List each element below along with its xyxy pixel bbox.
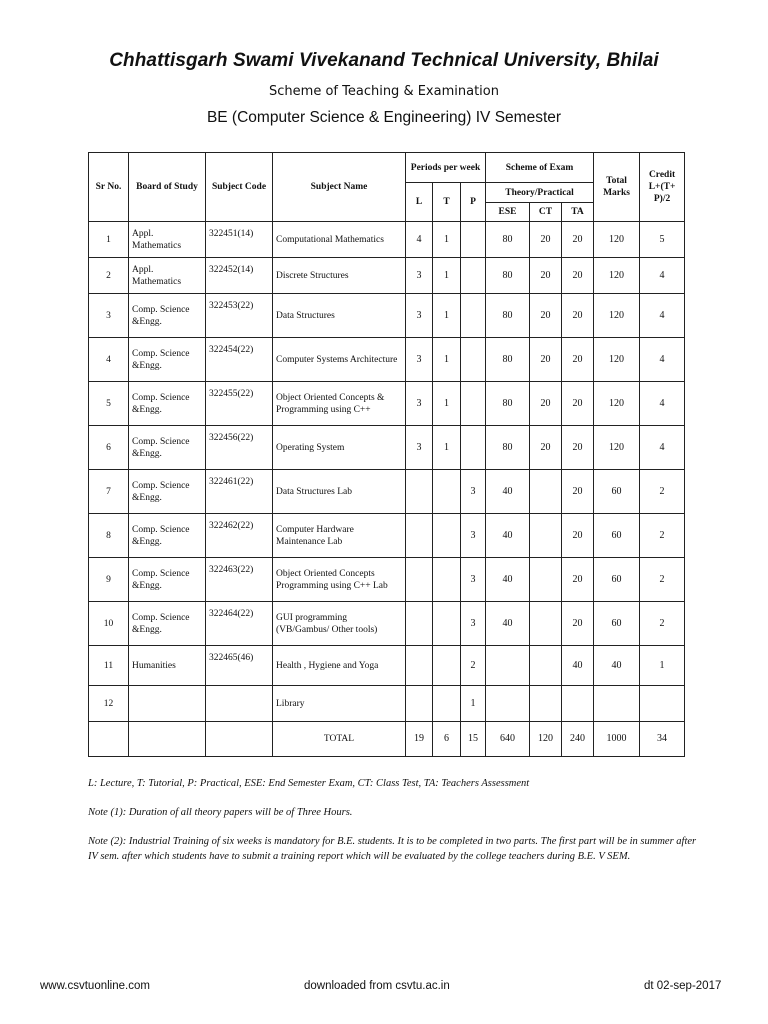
cell-total: 60: [594, 602, 640, 646]
header-ese: ESE: [486, 203, 530, 222]
cell-l: [406, 646, 433, 686]
cell-ese: 80: [486, 294, 530, 338]
cell-credit: 2: [640, 470, 685, 514]
cell-ta: 20: [562, 426, 594, 470]
cell-board: Comp. Science &Engg.: [129, 558, 206, 602]
cell-p: [461, 222, 486, 258]
cell-ta: [562, 686, 594, 722]
total-t: 6: [433, 722, 461, 757]
cell-sr: 4: [89, 338, 129, 382]
cell-credit: 4: [640, 258, 685, 294]
cell-t: [433, 470, 461, 514]
cell-l: 3: [406, 338, 433, 382]
cell-t: [433, 646, 461, 686]
cell-ese: 40: [486, 602, 530, 646]
cell-ct: 20: [530, 222, 562, 258]
scheme-table: [88, 152, 685, 757]
cell-credit: 2: [640, 602, 685, 646]
total-label: TOTAL: [273, 722, 406, 757]
table-row: [89, 258, 685, 294]
cell-ct: 20: [530, 338, 562, 382]
header-theory-practical: Theory/Practical: [486, 183, 594, 203]
cell-ct: [530, 602, 562, 646]
cell-total: 120: [594, 294, 640, 338]
total-ta: 240: [562, 722, 594, 757]
header-p: P: [461, 183, 486, 222]
header-t: T: [433, 183, 461, 222]
cell-code: 322456(22): [206, 426, 273, 470]
cell-ta: 20: [562, 602, 594, 646]
header-sr-no: Sr No.: [89, 153, 129, 222]
cell-subject-name: Discrete Structures: [273, 258, 406, 294]
cell-total: 120: [594, 426, 640, 470]
program-title: BE (Computer Science & Engineering) IV Semester: [206, 109, 562, 126]
cell-ese: [486, 686, 530, 722]
cell-ta: 20: [562, 258, 594, 294]
total-p: 15: [461, 722, 486, 757]
cell-ct: 20: [530, 426, 562, 470]
cell-t: 1: [433, 258, 461, 294]
cell-ct: 20: [530, 258, 562, 294]
note-1: Note (1): Duration of all theory papers will be of Three Hours.: [88, 807, 353, 818]
footer-date: dt 02-sep-2017: [644, 980, 722, 992]
cell-code: 322455(22): [206, 382, 273, 426]
cell-ct: [530, 514, 562, 558]
cell-p: [461, 426, 486, 470]
cell-board: [129, 686, 206, 722]
cell-ct: [530, 558, 562, 602]
cell-credit: 4: [640, 294, 685, 338]
cell-l: [406, 602, 433, 646]
cell-board: Comp. Science &Engg.: [129, 338, 206, 382]
cell-code: 322465(46): [206, 646, 273, 686]
cell-p: [461, 382, 486, 426]
cell-ta: 20: [562, 222, 594, 258]
cell-sr: 11: [89, 646, 129, 686]
cell-t: [433, 558, 461, 602]
university-title: Chhattisgarh Swami Vivekanand Technical University, Bhilai: [109, 50, 659, 71]
cell-t: 1: [433, 222, 461, 258]
cell-board: Comp. Science &Engg.: [129, 294, 206, 338]
cell-p: 2: [461, 646, 486, 686]
cell-ct: [530, 470, 562, 514]
cell-sr: 8: [89, 514, 129, 558]
cell-t: 1: [433, 426, 461, 470]
cell-credit: 4: [640, 382, 685, 426]
cell-sr: 2: [89, 258, 129, 294]
total-marks: 1000: [594, 722, 640, 757]
cell-total: [594, 686, 640, 722]
cell-ct: [530, 686, 562, 722]
cell-credit: 4: [640, 338, 685, 382]
cell-board: Comp. Science &Engg.: [129, 426, 206, 470]
cell-p: 1: [461, 686, 486, 722]
cell-p: 3: [461, 558, 486, 602]
cell-ese: 80: [486, 338, 530, 382]
header-subject-name: Subject Name: [273, 153, 406, 222]
cell-total: 60: [594, 514, 640, 558]
cell-l: 3: [406, 258, 433, 294]
cell-l: 4: [406, 222, 433, 258]
cell-sr: 1: [89, 222, 129, 258]
total-ct: 120: [530, 722, 562, 757]
cell-total: 120: [594, 338, 640, 382]
cell-credit: 5: [640, 222, 685, 258]
cell-ese: 80: [486, 382, 530, 426]
cell-ta: 20: [562, 294, 594, 338]
cell-board: Comp. Science &Engg.: [129, 470, 206, 514]
cell-code: 322452(14): [206, 258, 273, 294]
footer-source: downloaded from csvtu.ac.in: [304, 980, 450, 992]
cell-subject-name: Object Oriented Concepts Programming using C++ Lab: [273, 558, 406, 602]
cell-code: 322462(22): [206, 514, 273, 558]
cell-sr: 6: [89, 426, 129, 470]
cell-ct: [530, 646, 562, 686]
cell-subject-name: Health , Hygiene and Yoga: [273, 646, 406, 686]
cell-sr: 5: [89, 382, 129, 426]
cell-total: 120: [594, 222, 640, 258]
scheme-title: Scheme of Teaching & Examination: [269, 84, 499, 99]
cell-ta: 20: [562, 558, 594, 602]
cell-p: 3: [461, 514, 486, 558]
total-ese: 640: [486, 722, 530, 757]
cell-total: 120: [594, 382, 640, 426]
cell-code: 322461(22): [206, 470, 273, 514]
cell-ta: 20: [562, 338, 594, 382]
cell-sr: 7: [89, 470, 129, 514]
cell-code: 322454(22): [206, 338, 273, 382]
table-row: [89, 426, 685, 470]
legend-note: L: Lecture, T: Tutorial, P: Practical, ESE: End Semester Exam, CT: Class Test, TA: Teachers Assessment: [88, 778, 530, 789]
cell-subject-name: Object Oriented Concepts & Programming using C++: [273, 382, 406, 426]
cell-p: [461, 338, 486, 382]
cell-t: [433, 514, 461, 558]
cell-board: Appl. Mathematics: [129, 258, 206, 294]
cell-subject-name: Data Structures Lab: [273, 470, 406, 514]
cell-credit: [640, 686, 685, 722]
total-l: 19: [406, 722, 433, 757]
cell-ta: 20: [562, 382, 594, 426]
cell-total: 40: [594, 646, 640, 686]
table-row: [89, 646, 685, 686]
cell-l: [406, 514, 433, 558]
cell-t: [433, 686, 461, 722]
cell-ta: 20: [562, 514, 594, 558]
cell-board: Comp. Science &Engg.: [129, 514, 206, 558]
cell-credit: 1: [640, 646, 685, 686]
cell-code: 322451(14): [206, 222, 273, 258]
cell-ese: 40: [486, 470, 530, 514]
cell-code: 322464(22): [206, 602, 273, 646]
table-row: [89, 338, 685, 382]
cell-l: 3: [406, 294, 433, 338]
cell-subject-name: Computer Systems Architecture: [273, 338, 406, 382]
cell-p: [461, 258, 486, 294]
cell-board: Comp. Science &Engg.: [129, 602, 206, 646]
cell-subject-name: Computational Mathematics: [273, 222, 406, 258]
cell-ese: 40: [486, 514, 530, 558]
header-total-marks: Total Marks: [594, 153, 640, 222]
table-row: [89, 382, 685, 426]
cell-t: [433, 602, 461, 646]
cell-code: [206, 686, 273, 722]
total-empty-board: [129, 722, 206, 757]
header-code: Subject Code: [206, 153, 273, 222]
cell-l: [406, 470, 433, 514]
cell-total: 120: [594, 258, 640, 294]
cell-l: 3: [406, 426, 433, 470]
total-row: [89, 722, 685, 757]
cell-ese: 80: [486, 258, 530, 294]
cell-code: 322453(22): [206, 294, 273, 338]
cell-subject-name: Library: [273, 686, 406, 722]
table-row: [89, 470, 685, 514]
cell-credit: 2: [640, 514, 685, 558]
cell-ese: 80: [486, 222, 530, 258]
cell-subject-name: Computer Hardware Maintenance Lab: [273, 514, 406, 558]
header-credit: Credit L+(T+ P)/2: [640, 153, 685, 222]
cell-subject-name: Data Structures: [273, 294, 406, 338]
cell-ct: 20: [530, 294, 562, 338]
cell-total: 60: [594, 470, 640, 514]
header-ta: TA: [562, 203, 594, 222]
cell-t: 1: [433, 382, 461, 426]
header-board: Board of Study: [129, 153, 206, 222]
cell-subject-name: Operating System: [273, 426, 406, 470]
cell-t: 1: [433, 338, 461, 382]
cell-total: 60: [594, 558, 640, 602]
cell-board: Appl. Mathematics: [129, 222, 206, 258]
cell-board: Humanities: [129, 646, 206, 686]
footer-website: www.csvtuonline.com: [40, 980, 150, 992]
cell-t: 1: [433, 294, 461, 338]
cell-sr: 12: [89, 686, 129, 722]
header-periods: Periods per week: [406, 153, 486, 183]
total-empty-sr: [89, 722, 129, 757]
cell-board: Comp. Science &Engg.: [129, 382, 206, 426]
cell-p: 3: [461, 602, 486, 646]
cell-l: 3: [406, 382, 433, 426]
table-row: [89, 294, 685, 338]
cell-subject-name: GUI programming (VB/Gambus/ Other tools): [273, 602, 406, 646]
cell-sr: 10: [89, 602, 129, 646]
header-scheme: Scheme of Exam: [486, 153, 594, 183]
table-row: [89, 558, 685, 602]
cell-sr: 3: [89, 294, 129, 338]
note-2: Note (2): Industrial Training of six weeks is mandatory for B.E. students. It is to be completed in two parts. The first part will be in summer after IV sem. after which students have to submit a training report which will be evaluated by the college teachers during B.E. V SEM.: [88, 836, 697, 862]
cell-ta: 40: [562, 646, 594, 686]
table-row: [89, 602, 685, 646]
cell-credit: 2: [640, 558, 685, 602]
cell-l: [406, 558, 433, 602]
table-body: [89, 222, 685, 757]
cell-code: 322463(22): [206, 558, 273, 602]
cell-sr: 9: [89, 558, 129, 602]
cell-p: [461, 294, 486, 338]
total-empty-code: [206, 722, 273, 757]
cell-l: [406, 686, 433, 722]
cell-p: 3: [461, 470, 486, 514]
header-ct: CT: [530, 203, 562, 222]
table-row: [89, 686, 685, 722]
cell-ese: [486, 646, 530, 686]
header-l: L: [406, 183, 433, 222]
cell-credit: 4: [640, 426, 685, 470]
table-row: [89, 514, 685, 558]
cell-ese: 80: [486, 426, 530, 470]
cell-ese: 40: [486, 558, 530, 602]
cell-ct: 20: [530, 382, 562, 426]
cell-ta: 20: [562, 470, 594, 514]
table-row: [89, 222, 685, 258]
total-credit: 34: [640, 722, 685, 757]
